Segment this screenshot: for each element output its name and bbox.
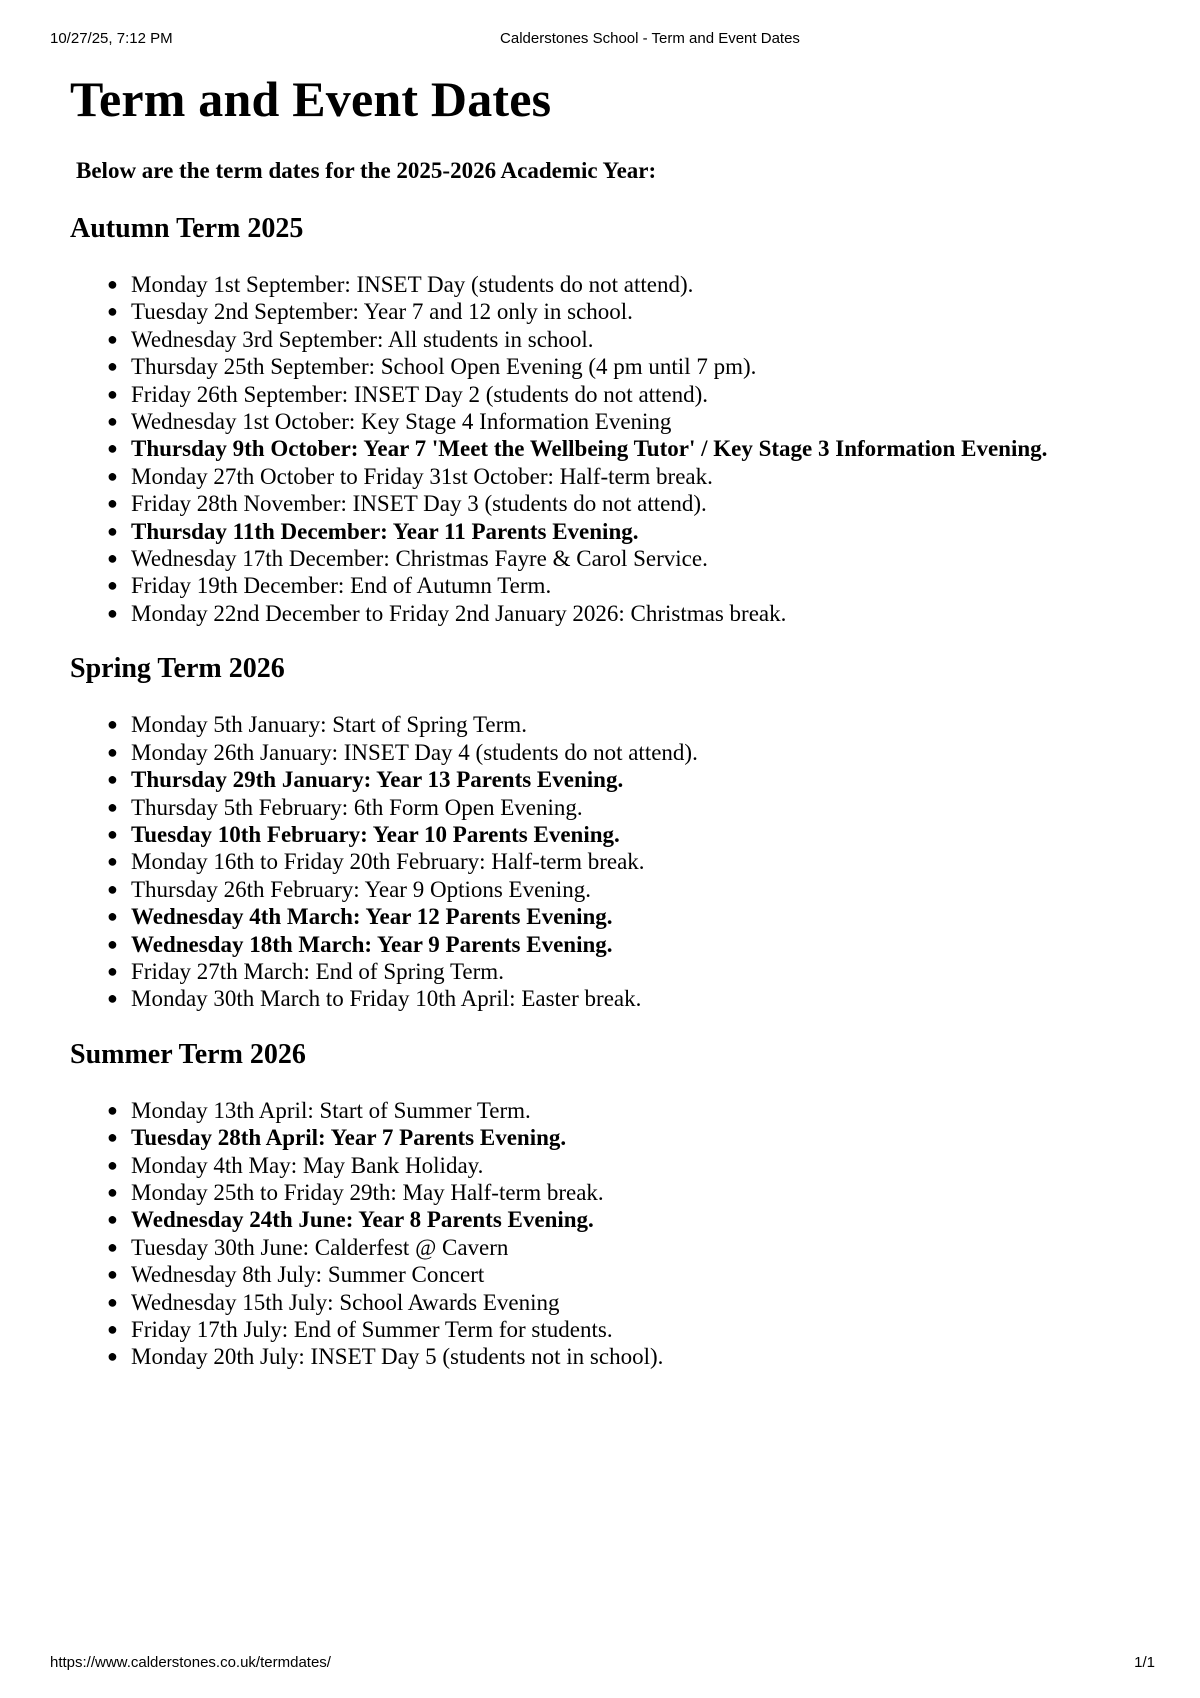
event-item bbox=[107, 518, 1150, 545]
event-text: Friday 28th November: INSET Day 3 (students do not attend). bbox=[131, 491, 707, 517]
event-item bbox=[107, 1097, 1150, 1124]
event-item bbox=[107, 600, 1150, 627]
page-url: https://www.calderstones.co.uk/termdates/ bbox=[50, 1654, 331, 1671]
term-heading: Autumn Term 2025 bbox=[70, 213, 304, 244]
bullet-icon: ● bbox=[107, 988, 118, 1009]
bullet-icon: ● bbox=[107, 465, 118, 486]
term-heading: Summer Term 2026 bbox=[70, 1038, 306, 1070]
bullet-icon: ● bbox=[107, 1099, 118, 1120]
bullet-icon: ● bbox=[107, 1264, 118, 1285]
event-item bbox=[107, 490, 1150, 517]
bullet-icon: ● bbox=[107, 438, 118, 459]
event-text: Monday 5th January: Start of Spring Term. bbox=[131, 712, 527, 738]
event-text: Monday 4th May: May Bank Holiday. bbox=[131, 1152, 484, 1178]
bullet-icon: ● bbox=[107, 741, 118, 762]
bullet-icon: ● bbox=[107, 1346, 118, 1367]
term-section-autumn bbox=[70, 211, 1150, 627]
bullet-icon: ● bbox=[107, 520, 118, 541]
event-list bbox=[70, 711, 1150, 1012]
bullet-icon: ● bbox=[107, 878, 118, 899]
event-text: Friday 19th December: End of Autumn Term. bbox=[131, 573, 552, 599]
bullet-icon: ● bbox=[107, 575, 118, 596]
bullet-icon: ● bbox=[107, 1236, 118, 1257]
event-text: Friday 17th July: End of Summer Term for students. bbox=[131, 1317, 613, 1342]
print-datetime: 10/27/25, 7:12 PM bbox=[50, 30, 173, 47]
bullet-icon: ● bbox=[107, 1127, 118, 1148]
event-text: Wednesday 15th July: School Awards Evening bbox=[131, 1289, 560, 1315]
bullet-icon: ● bbox=[107, 906, 118, 927]
event-item bbox=[107, 876, 1150, 903]
bullet-icon: ● bbox=[107, 769, 118, 790]
event-text: Thursday 11th December: Year 11 Parents Evening. bbox=[131, 518, 639, 544]
event-item bbox=[107, 1289, 1150, 1316]
bullet-icon: ● bbox=[107, 274, 118, 294]
event-text: Wednesday 18th March: Year 9 Parents Evening. bbox=[131, 931, 613, 957]
event-item bbox=[107, 739, 1150, 766]
event-item bbox=[107, 435, 1150, 462]
event-item bbox=[107, 572, 1150, 599]
event-item bbox=[107, 985, 1150, 1012]
event-item bbox=[107, 821, 1150, 848]
term-section-spring bbox=[70, 651, 1150, 1012]
event-text: Thursday 26th February: Year 9 Options Evening. bbox=[131, 876, 591, 902]
event-text: Thursday 25th September: School Open Evening (4 pm until 7 pm). bbox=[131, 354, 757, 380]
bullet-icon: ● bbox=[107, 1319, 118, 1339]
event-text: Friday 27th March: End of Spring Term. bbox=[131, 958, 504, 984]
event-item bbox=[107, 326, 1150, 353]
event-text: Monday 20th July: INSET Day 5 (students not in school). bbox=[131, 1344, 664, 1370]
event-item bbox=[107, 1234, 1150, 1261]
event-item bbox=[107, 711, 1150, 738]
event-text: Wednesday 17th December: Christmas Fayre & Carol Service. bbox=[131, 546, 708, 572]
bullet-icon: ● bbox=[107, 933, 118, 954]
bullet-icon: ● bbox=[107, 548, 118, 569]
event-item bbox=[107, 794, 1150, 821]
bullet-icon: ● bbox=[107, 714, 118, 735]
bullet-icon: ● bbox=[107, 960, 118, 981]
bullet-icon: ● bbox=[107, 602, 118, 623]
event-text: Thursday 5th February: 6th Form Open Evening. bbox=[131, 794, 583, 820]
event-item bbox=[107, 1343, 1150, 1370]
event-text: Tuesday 30th June: Calderfest @ Cavern bbox=[131, 1234, 509, 1260]
event-item bbox=[107, 931, 1150, 958]
bullet-icon: ● bbox=[107, 796, 118, 817]
bullet-icon: ● bbox=[107, 493, 118, 514]
event-text: Wednesday 24th June: Year 8 Parents Evening. bbox=[131, 1207, 594, 1233]
print-header bbox=[0, 30, 1200, 54]
event-item bbox=[107, 1152, 1150, 1179]
event-item bbox=[107, 353, 1150, 380]
event-item bbox=[107, 463, 1150, 490]
event-text: Tuesday 28th April: Year 7 Parents Evening. bbox=[131, 1125, 567, 1151]
event-text: Wednesday 3rd September: All students in school. bbox=[131, 326, 594, 352]
event-text: Monday 25th to Friday 29th: May Half-term break. bbox=[131, 1179, 604, 1205]
print-document-title: Calderstones School - Term and Event Dates bbox=[500, 30, 800, 47]
event-text: Friday 26th September: INSET Day 2 (students do not attend). bbox=[131, 381, 709, 407]
main-content bbox=[70, 66, 1150, 1371]
event-text: Monday 13th April: Start of Summer Term. bbox=[131, 1097, 531, 1123]
page-number: 1/1 bbox=[1134, 1654, 1155, 1671]
print-footer bbox=[0, 1654, 1200, 1678]
event-text: Thursday 9th October: Year 7 'Meet the Wellbeing Tutor' / Key Stage 3 Information Evening. bbox=[131, 436, 1048, 462]
event-item bbox=[107, 545, 1150, 572]
event-text: Tuesday 10th February: Year 10 Parents Evening. bbox=[131, 821, 620, 847]
term-heading: Spring Term 2026 bbox=[70, 653, 285, 685]
term-section-summer bbox=[70, 1037, 1150, 1371]
event-text: Wednesday 4th March: Year 12 Parents Evening. bbox=[131, 904, 613, 930]
event-text: Monday 26th January: INSET Day 4 (students do not attend). bbox=[131, 739, 698, 765]
event-item bbox=[107, 1206, 1150, 1233]
event-text: Monday 16th to Friday 20th February: Half-term break. bbox=[131, 849, 645, 875]
event-item bbox=[107, 271, 1150, 298]
event-text: Monday 30th March to Friday 10th April: Easter break. bbox=[131, 986, 642, 1012]
event-item bbox=[107, 1261, 1150, 1288]
bullet-icon: ● bbox=[107, 328, 118, 349]
event-text: Monday 1st September: INSET Day (students do not attend). bbox=[131, 272, 694, 297]
event-text: Monday 22nd December to Friday 2nd January 2026: Christmas break. bbox=[131, 600, 787, 626]
bullet-icon: ● bbox=[107, 356, 118, 377]
bullet-icon: ● bbox=[107, 823, 118, 844]
event-list bbox=[70, 271, 1150, 627]
bullet-icon: ● bbox=[107, 383, 118, 404]
bullet-icon: ● bbox=[107, 851, 118, 872]
event-item bbox=[107, 903, 1150, 930]
bullet-icon: ● bbox=[107, 1154, 118, 1175]
page-title: Term and Event Dates bbox=[70, 71, 552, 127]
event-item bbox=[107, 848, 1150, 875]
event-item bbox=[107, 408, 1150, 435]
event-item bbox=[107, 298, 1150, 325]
bullet-icon: ● bbox=[107, 1209, 118, 1230]
event-text: Thursday 29th January: Year 13 Parents Evening. bbox=[131, 767, 624, 793]
event-text: Monday 27th October to Friday 31st October: Half-term break. bbox=[131, 463, 713, 489]
bullet-icon: ● bbox=[107, 1291, 118, 1312]
event-item bbox=[107, 1316, 1150, 1343]
event-item bbox=[107, 381, 1150, 408]
intro-text: Below are the term dates for the 2025-2026 Academic Year: bbox=[76, 158, 657, 183]
bullet-icon: ● bbox=[107, 1181, 118, 1202]
event-item bbox=[107, 1179, 1150, 1206]
event-text: Wednesday 1st October: Key Stage 4 Information Evening bbox=[131, 409, 672, 435]
bullet-icon: ● bbox=[107, 411, 118, 432]
event-list bbox=[70, 1097, 1150, 1371]
bullet-icon: ● bbox=[107, 301, 118, 322]
event-item bbox=[107, 1124, 1150, 1151]
event-text: Wednesday 8th July: Summer Concert bbox=[131, 1262, 485, 1288]
event-item bbox=[107, 766, 1150, 793]
event-item bbox=[107, 958, 1150, 985]
event-text: Tuesday 2nd September: Year 7 and 12 only in school. bbox=[131, 299, 633, 325]
